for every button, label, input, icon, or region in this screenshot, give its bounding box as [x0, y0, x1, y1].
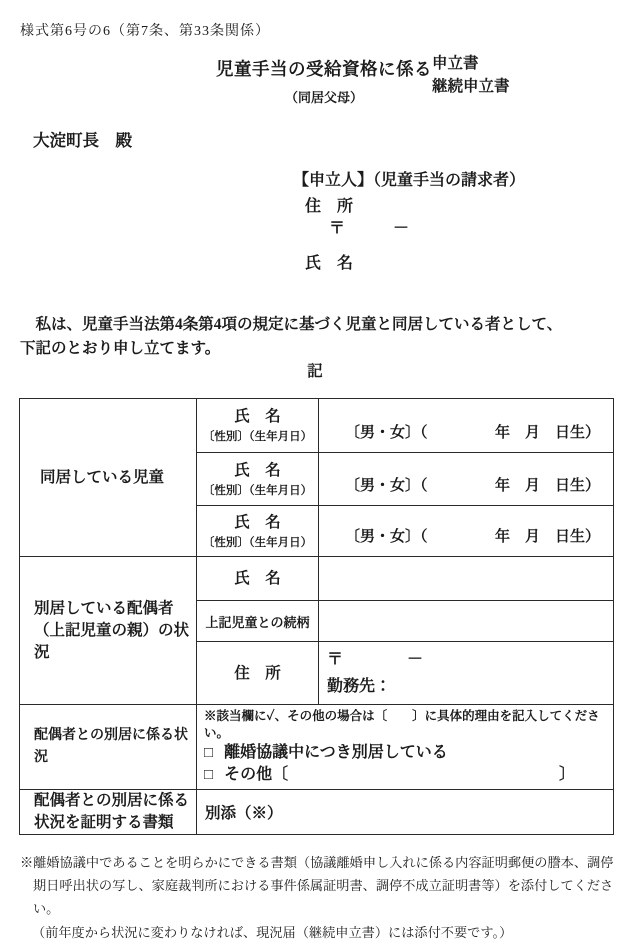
child-3-value-cell[interactable] [319, 506, 614, 557]
child-1-detail-label: 〔性別〕（生年月日） [202, 431, 313, 443]
title-block [0, 56, 630, 116]
children-section-label: 同居している児童 [20, 399, 197, 557]
spouse-section-label-line-1: 別居している配偶者 [34, 599, 174, 617]
spouse-relation-label-cell [197, 601, 319, 642]
title-variant-application: 申立書 [432, 55, 479, 72]
applicant-name-label: 氏 名 [305, 255, 354, 272]
child-1-name-label: 氏 名 [234, 408, 281, 425]
applicant-block [293, 170, 630, 275]
child-3-name-label-cell [197, 506, 319, 557]
spouse-address-label-cell [197, 642, 319, 705]
checkbox-other-reason[interactable]: □ [204, 767, 214, 783]
form-title: 児童手当の受給資格に係る [216, 59, 432, 79]
spouse-name-input-cell[interactable] [319, 557, 614, 601]
child-2-detail-label: 〔性別〕（生年月日） [202, 484, 313, 497]
child-2-birthdate-field[interactable]: 年 月 日生） [494, 478, 600, 494]
spouse-section-label [20, 557, 197, 705]
title-variants [432, 52, 510, 98]
spouse-name-label-cell [197, 557, 319, 601]
child-3-detail-label: 〔性別〕（生年月日） [202, 536, 313, 549]
footnote-attachment-requirement: ※離婚協議中であることを明らかにできる書類（協議離婚申し入れに係る内容証明郵便の謄本、調停期日呼出状の写し、家庭裁判所における事件係属証明書、調停不成立証明書等）を添付してください。 [20, 855, 614, 916]
child-2-value-cell[interactable] [319, 453, 614, 506]
form-table [19, 398, 614, 835]
separation-option-2-label: その他〔 [224, 766, 289, 783]
proof-documents-label-line-1: 配偶者との別居に係る [34, 792, 190, 809]
proof-documents-label [20, 790, 197, 835]
separation-option-2-close-bracket: 〕 [558, 766, 575, 783]
proof-documents-row [20, 790, 614, 835]
spouse-address-input-cell[interactable] [319, 642, 614, 705]
child-1-name-label-cell [197, 399, 319, 453]
separation-status-cell [197, 705, 614, 790]
child-3-name-label: 氏 名 [234, 513, 281, 531]
child-1-gender-field[interactable]: 〔男・女〕（ [345, 425, 428, 441]
spouse-address-label: 住 所 [234, 664, 281, 682]
child-1-birthdate-field[interactable]: 年 月 日生） [494, 425, 600, 441]
form-number: 様式第6号の6（第7条、第33条関係） [20, 24, 270, 39]
child-3-birthdate-field[interactable]: 年 月 日生） [494, 529, 600, 545]
separation-option-1-label: 離婚協議中につき別居している [224, 744, 448, 761]
form-page [0, 23, 630, 940]
spouse-name-label: 氏 名 [234, 570, 281, 587]
footnote-continuation-exemption: （前年度から状況に変わりなければ、現況届（継続申立書）には添付不要です。） [32, 925, 513, 940]
separation-option-2[interactable] [204, 764, 607, 786]
separation-status-row [20, 705, 614, 790]
spouse-relation-label: 上記児童との続柄 [205, 614, 310, 630]
declaration-line-1: 私は、児童手当法第4条第4項の規定に基づく児童と同居している者として、 [20, 316, 563, 333]
form-title-group [208, 56, 440, 106]
spouse-relation-input-cell[interactable] [319, 601, 614, 642]
child-1-value-cell[interactable] [319, 399, 614, 453]
child-3-gender-field[interactable]: 〔男・女〕（ [345, 529, 428, 545]
applicant-address-label: 住 所 [305, 198, 354, 215]
proof-documents-value: 別添（※） [197, 790, 614, 835]
declaration-statement [20, 313, 612, 361]
child-2-name-label-cell [197, 453, 319, 506]
applicant-heading: 【申立人】（児童手当の請求者） [293, 172, 526, 189]
spouse-workplace-field[interactable]: 勤務先： [327, 678, 392, 695]
ki-heading: 記 [307, 363, 323, 380]
spouse-section-label-line-2: （上記児童の親）の状況 [34, 621, 190, 661]
footnotes [20, 851, 616, 944]
child-2-gender-field[interactable]: 〔男・女〕（ [345, 478, 428, 494]
separation-option-1[interactable] [204, 742, 607, 764]
spouse-postal-field[interactable]: 〒 － [327, 651, 424, 668]
applicant-postal-field[interactable]: 〒 － [329, 220, 410, 237]
proof-documents-label-line-2: 状況を証明する書類 [34, 814, 174, 831]
title-variant-continuation: 継続申立書 [432, 78, 510, 95]
child-2-name-label: 氏 名 [234, 461, 281, 479]
spouse-name-row [20, 557, 614, 601]
checkbox-divorce-negotiation[interactable]: □ [204, 745, 214, 761]
separation-status-label: 配偶者との別居に係る状況 [20, 705, 197, 790]
declaration-line-2: 下記のとおり申し立てます。 [20, 340, 221, 357]
separation-note: ※該当欄に✓、その他の場合は〔 〕に具体的理由を記入してください。 [204, 709, 600, 740]
child-row-1 [20, 399, 614, 453]
form-title-sub: （同居父母） [284, 90, 363, 105]
addressee: 大淀町長 殿 [33, 131, 132, 150]
